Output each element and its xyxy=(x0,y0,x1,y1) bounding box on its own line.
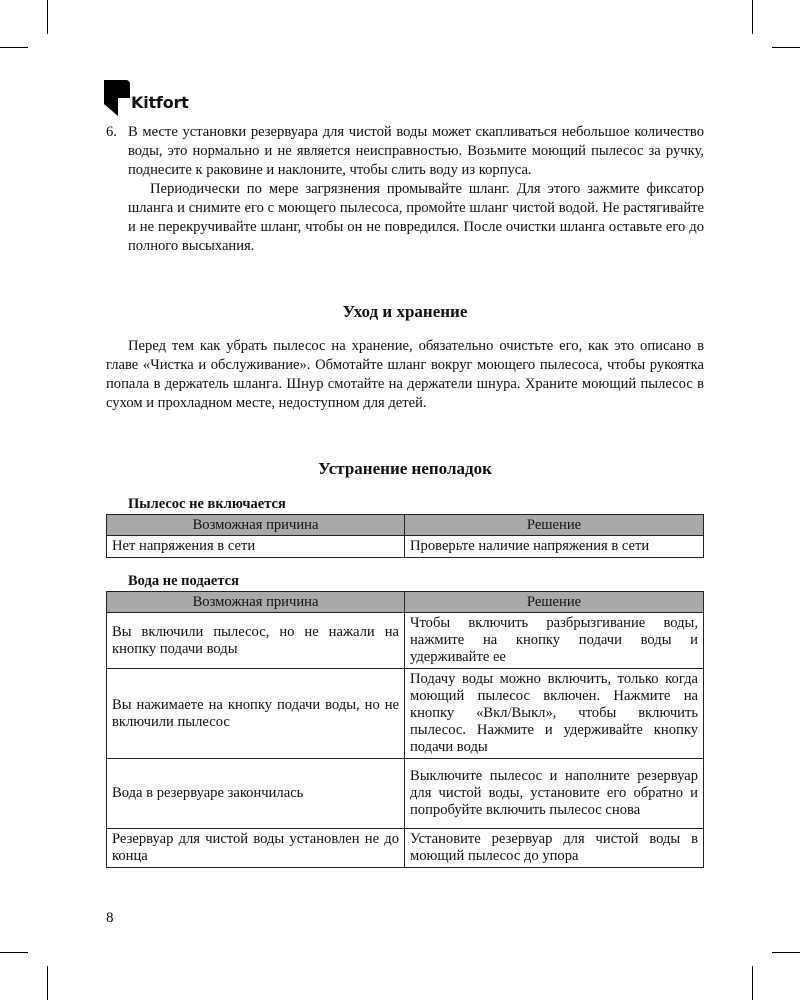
solution-cell: Выключите пылесос и наполните резервуар для чистой воды, установите его обратно и попробуйте включить пылесос снова xyxy=(405,759,704,829)
table-header-row xyxy=(107,515,704,536)
care-heading: Уход и хранение xyxy=(342,302,468,321)
crop-mark xyxy=(772,952,800,953)
solution-cell: Проверьте наличие напряжения в сети xyxy=(405,536,704,558)
crop-mark xyxy=(47,0,48,34)
solution-cell: Чтобы включить разбрызгивание воды, нажмите на кнопку подачи воды и удерживайте ее xyxy=(405,613,704,669)
section-heading-no-power: Пылесос не включается xyxy=(128,496,286,512)
solution-cell: Подачу воды можно включить, только когда моющий пылесос включен. Нажмите на кнопку «Вкл/Выкл», чтобы включить пылесос. Нажмите и удерживайте кнопку подачи воды xyxy=(405,669,704,759)
crop-mark xyxy=(0,47,28,48)
column-header-cause: Возможная причина xyxy=(107,592,405,613)
cause-cell: Вы включили пылесос, но не нажали на кнопку подачи воды xyxy=(107,613,405,669)
page-content xyxy=(106,123,704,868)
crop-mark xyxy=(752,0,753,34)
table-row xyxy=(107,829,704,868)
column-header-solution: Решение xyxy=(405,515,704,536)
column-header-cause: Возможная причина xyxy=(107,515,405,536)
troubleshooting-table-power xyxy=(106,514,704,558)
kitfort-logo-icon xyxy=(104,80,130,114)
cause-cell: Вы нажимаете на кнопку подачи воды, но не включили пылесос xyxy=(107,669,405,759)
section-heading-no-water: Вода не подается xyxy=(128,573,239,589)
troubleshooting-heading: Устранение неполадок xyxy=(318,459,492,478)
table-row xyxy=(107,536,704,558)
list-item-text: В месте установки резервуара для чистой воды может скапливаться небольшое количество воды, это нормально и не является неисправностью. Возьмите моющий пылесос за ручку, поднесите к раковине и наклоните, чтобы слить воду из корпуса. xyxy=(128,124,704,178)
crop-mark xyxy=(47,966,48,1000)
crop-mark xyxy=(0,952,28,953)
solution-cell: Установите резервуар для чистой воды в моющий пылесос до упора xyxy=(405,829,704,868)
troubleshooting-table-water xyxy=(106,591,704,868)
crop-mark xyxy=(772,47,800,48)
table-header-row xyxy=(107,592,704,613)
cause-cell: Вода в резервуаре закончилась xyxy=(107,759,405,829)
cause-cell: Резервуар для чистой воды установлен не до конца xyxy=(107,829,405,868)
brand-logo xyxy=(104,74,189,114)
care-paragraph: Перед тем как убрать пылесос на хранение, обязательно очистьте его, как это описано в главе «Чистка и обслуживание». Обмотайте шланг вокруг моющего пылесоса, чтобы рукоятка попала в держатель шланга. Шнур смотайте на держатели шнура. Храните моющий пылесос в сухом и прохладном месте, недоступном для детей. xyxy=(106,338,704,411)
cause-cell: Нет напряжения в сети xyxy=(107,536,405,558)
hose-paragraph: Периодически по мере загрязнения промывайте шланг. Для этого зажмите фиксатор шланга и снимите его с моющего пылесоса, промойте шланг чистой водой. Не растягивайте и не перекручивайте шланг, чтобы он не повредился. После очистки шланга оставьте его до полного высыхания. xyxy=(128,181,704,254)
crop-mark xyxy=(752,966,753,1000)
column-header-solution: Решение xyxy=(405,592,704,613)
page-number: 8 xyxy=(106,910,114,926)
table-row xyxy=(107,613,704,669)
table-row xyxy=(107,759,704,829)
brand-name: Kitfort xyxy=(131,93,189,112)
list-item xyxy=(106,123,704,180)
table-row xyxy=(107,669,704,759)
list-item-number: 6. xyxy=(106,124,117,140)
